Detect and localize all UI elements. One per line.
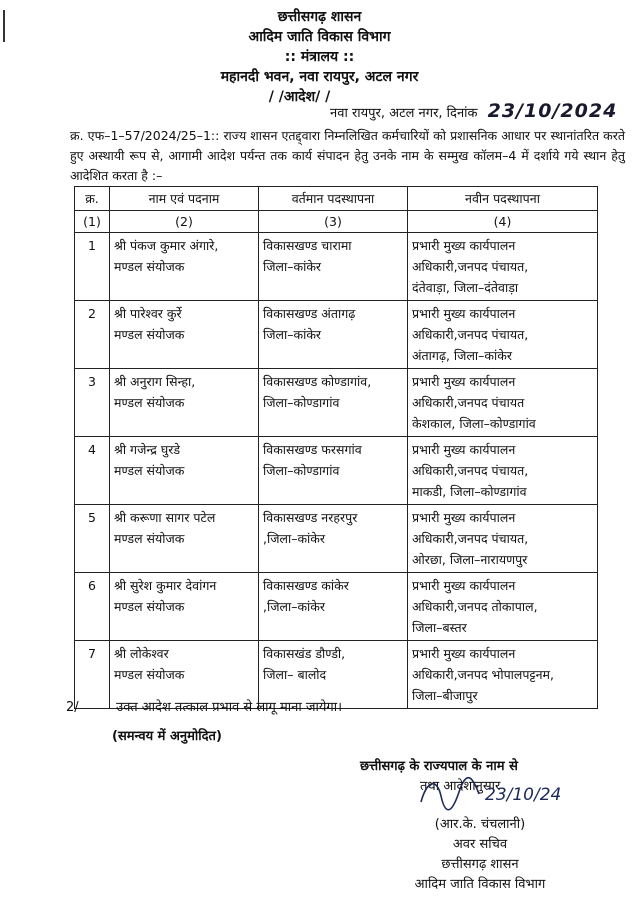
current-posting-line: जिला– बालोद: [263, 667, 327, 682]
header-current-posting: वर्तमान पदस्थापना: [259, 187, 408, 211]
order-preamble: क्र. एफ–1–57/2024/25–1:: राज्य शासन एतद्द्वारा निम्नलिखित कर्मचारियों को प्रशासनिक आधार पर स्थानांतरित करते हुए अस्थायी रूप से, आगामी आदेश पर्यन्त तक कार्य संपादन हेतु उनके नाम के सम्मुख कॉलम–4 में दर्शाये गये स्थान हेतु आदेशित करता है :–: [70, 128, 625, 183]
new-posting-line: अधिकारी,जनपद तोकापाल,: [412, 599, 538, 614]
current-posting-line: जिला–कोण्डागांव: [263, 463, 340, 478]
new-posting-line: जिला–बस्तर: [412, 620, 467, 635]
employee-name: श्री लोकेश्वर: [114, 646, 169, 661]
employee-designation: मण्डल संयोजक: [114, 531, 185, 546]
transfer-table: [74, 186, 598, 709]
table-row: [75, 369, 598, 437]
employee-designation: मण्डल संयोजक: [114, 599, 185, 614]
current-posting-line: विकासखण्ड कांकेर: [263, 578, 349, 593]
current-posting-line: विकासखण्ड कोण्डागांव,: [263, 374, 372, 389]
row-sn: 6: [75, 573, 110, 641]
new-posting-line: प्रभारी मुख्य कार्यपालन: [412, 646, 516, 661]
row-current-posting: [259, 573, 408, 641]
row-sn: 1: [75, 233, 110, 301]
current-posting-line: ,जिला–कांकेर: [263, 599, 325, 614]
paragraph-2-text: उक्त आदेश तत्काल प्रभाव से लागू माना जायेगा।: [116, 700, 342, 715]
header-new-posting: नवीन पदस्थापना: [408, 187, 598, 211]
new-posting-line: माकडी, जिला–कोण्डागांव: [412, 484, 527, 499]
signatory-dept: आदिम जाति विकास विभाग: [414, 877, 546, 892]
new-posting-line: ओरछा, जिला–नारायणपुर: [412, 552, 528, 567]
new-posting-line: अधिकारी,जनपद भोपालपट्टनम,: [412, 667, 554, 682]
table-row: [75, 505, 598, 573]
row-current-posting: [259, 505, 408, 573]
new-posting-line: अधिकारी,जनपद पंचायत: [412, 395, 525, 410]
row-current-posting: [259, 233, 408, 301]
current-posting-line: विकासखण्ड फरसगांव: [263, 442, 362, 457]
current-posting-line: विकासखण्ड नरहरपुर: [263, 510, 358, 525]
row-new-posting: [408, 301, 598, 369]
signature-date: 23/10/24: [485, 785, 562, 805]
row-current-posting: [259, 369, 408, 437]
new-posting-line: अधिकारी,जनपद पंचायत,: [412, 531, 529, 546]
row-name-designation: [110, 233, 259, 301]
approval-note: (समन्वय में अनुमोदित): [112, 729, 222, 744]
colnum-1: (1): [75, 211, 110, 233]
current-posting-line: ,जिला–कांकेर: [263, 531, 325, 546]
employee-name: श्री सुरेश कुमार देवांगन: [114, 578, 217, 593]
table-row: [75, 301, 598, 369]
signatory-line2: तथा आदेशानुसार: [420, 779, 501, 794]
row-new-posting: [408, 505, 598, 573]
employee-name: श्री पंकज कुमार अंगारे,: [114, 238, 219, 253]
current-posting-line: जिला–कांकेर: [263, 327, 322, 342]
row-new-posting: [408, 573, 598, 641]
current-posting-line: विकासखण्ड चारामा: [263, 238, 352, 253]
signatory-block: [380, 815, 580, 895]
row-sn: 4: [75, 437, 110, 505]
new-posting-line: प्रभारी मुख्य कार्यपालन: [412, 442, 516, 457]
header-name: नाम एवं पदनाम: [110, 187, 259, 211]
signatory-post: अवर सचिव: [452, 837, 508, 852]
current-posting-line: जिला–कोण्डागांव: [263, 395, 340, 410]
new-posting-line: अधिकारी,जनपद पंचायत,: [412, 327, 529, 342]
date-value: 23/10/2024: [487, 100, 618, 122]
paragraph-2: [66, 697, 342, 715]
header-order-title: / /आदेश/ /: [268, 89, 331, 105]
employee-name: श्री पारेश्वर कुर्रे: [114, 306, 182, 321]
new-posting-line: प्रभारी मुख्य कार्यपालन: [412, 306, 516, 321]
employee-designation: मण्डल संयोजक: [114, 327, 185, 342]
table-row: [75, 573, 598, 641]
new-posting-line: अधिकारी,जनपद पंचायत,: [412, 463, 529, 478]
employee-designation: मण्डल संयोजक: [114, 667, 185, 682]
table-header-row: [75, 187, 598, 211]
employee-name: श्री अनुराग सिन्हा,: [114, 374, 196, 389]
table-row: [75, 233, 598, 301]
employee-designation: मण्डल संयोजक: [114, 395, 185, 410]
row-sn: 2: [75, 301, 110, 369]
new-posting-line: दंतेवाड़ा, जिला–दंतेवाड़ा: [412, 280, 519, 295]
row-name-designation: [110, 301, 259, 369]
employee-designation: मण्डल संयोजक: [114, 259, 185, 274]
signatory-line1: छत्तीसगढ़ के राज्यपाल के नाम से: [360, 759, 518, 774]
header-sn: क्र.: [75, 187, 110, 211]
row-name-designation: [110, 505, 259, 573]
colnum-2: (2): [110, 211, 259, 233]
table-colnum-row: [75, 211, 598, 233]
employee-name: श्री करूणा सागर पटेल: [114, 510, 216, 525]
current-posting-line: जिला–कांकेर: [263, 259, 322, 274]
row-new-posting: [408, 233, 598, 301]
row-name-designation: [110, 573, 259, 641]
paragraph-2-number: 2/: [66, 700, 79, 715]
current-posting-line: विकासखंड डौण्डी,: [263, 646, 346, 661]
header-department: आदिम जाति विकास विभाग: [248, 29, 391, 45]
row-sn: 3: [75, 369, 110, 437]
colnum-3: (3): [259, 211, 408, 233]
current-posting-line: विकासखण्ड अंतागढ़: [263, 306, 356, 321]
row-current-posting: [259, 301, 408, 369]
header-address: महानदी भवन, नवा रायपुर, अटल नगर: [220, 69, 419, 85]
new-posting-line: अंतागढ़, जिला–कांकेर: [412, 348, 512, 363]
signatory-name: (आर.के. चंचलानी): [434, 817, 526, 832]
signatory-govt: छत्तीसगढ़ शासन: [441, 857, 519, 872]
new-posting-line: जिला–बीजापुर: [412, 688, 478, 703]
row-sn: 5: [75, 505, 110, 573]
employee-designation: मण्डल संयोजक: [114, 463, 185, 478]
table-body: [75, 233, 598, 709]
colnum-4: (4): [408, 211, 598, 233]
row-sn: 7: [75, 641, 110, 709]
header-ministry: :: मंत्रालय ::: [284, 49, 355, 65]
new-posting-line: केशकाल, जिला–कोण्डागांव: [412, 416, 536, 431]
row-new-posting: [408, 641, 598, 709]
new-posting-line: प्रभारी मुख्य कार्यपालन: [412, 510, 516, 525]
new-posting-line: अधिकारी,जनपद पंचायत,: [412, 259, 529, 274]
row-name-designation: [110, 369, 259, 437]
row-current-posting: [259, 437, 408, 505]
date-label: नवा रायपुर, अटल नगर, दिनांक: [330, 106, 478, 121]
header-govt: छत्तीसगढ़ शासन: [277, 9, 362, 25]
new-posting-line: प्रभारी मुख्य कार्यपालन: [412, 578, 516, 593]
employee-name: श्री गजेन्द्र घुरडे: [114, 442, 181, 457]
handwritten-signature: [415, 772, 585, 820]
row-new-posting: [408, 437, 598, 505]
row-name-designation: [110, 437, 259, 505]
table-row: [75, 437, 598, 505]
new-posting-line: प्रभारी मुख्य कार्यपालन: [412, 374, 516, 389]
new-posting-line: प्रभारी मुख्य कार्यपालन: [412, 238, 516, 253]
row-new-posting: [408, 369, 598, 437]
date-line: [330, 100, 617, 122]
